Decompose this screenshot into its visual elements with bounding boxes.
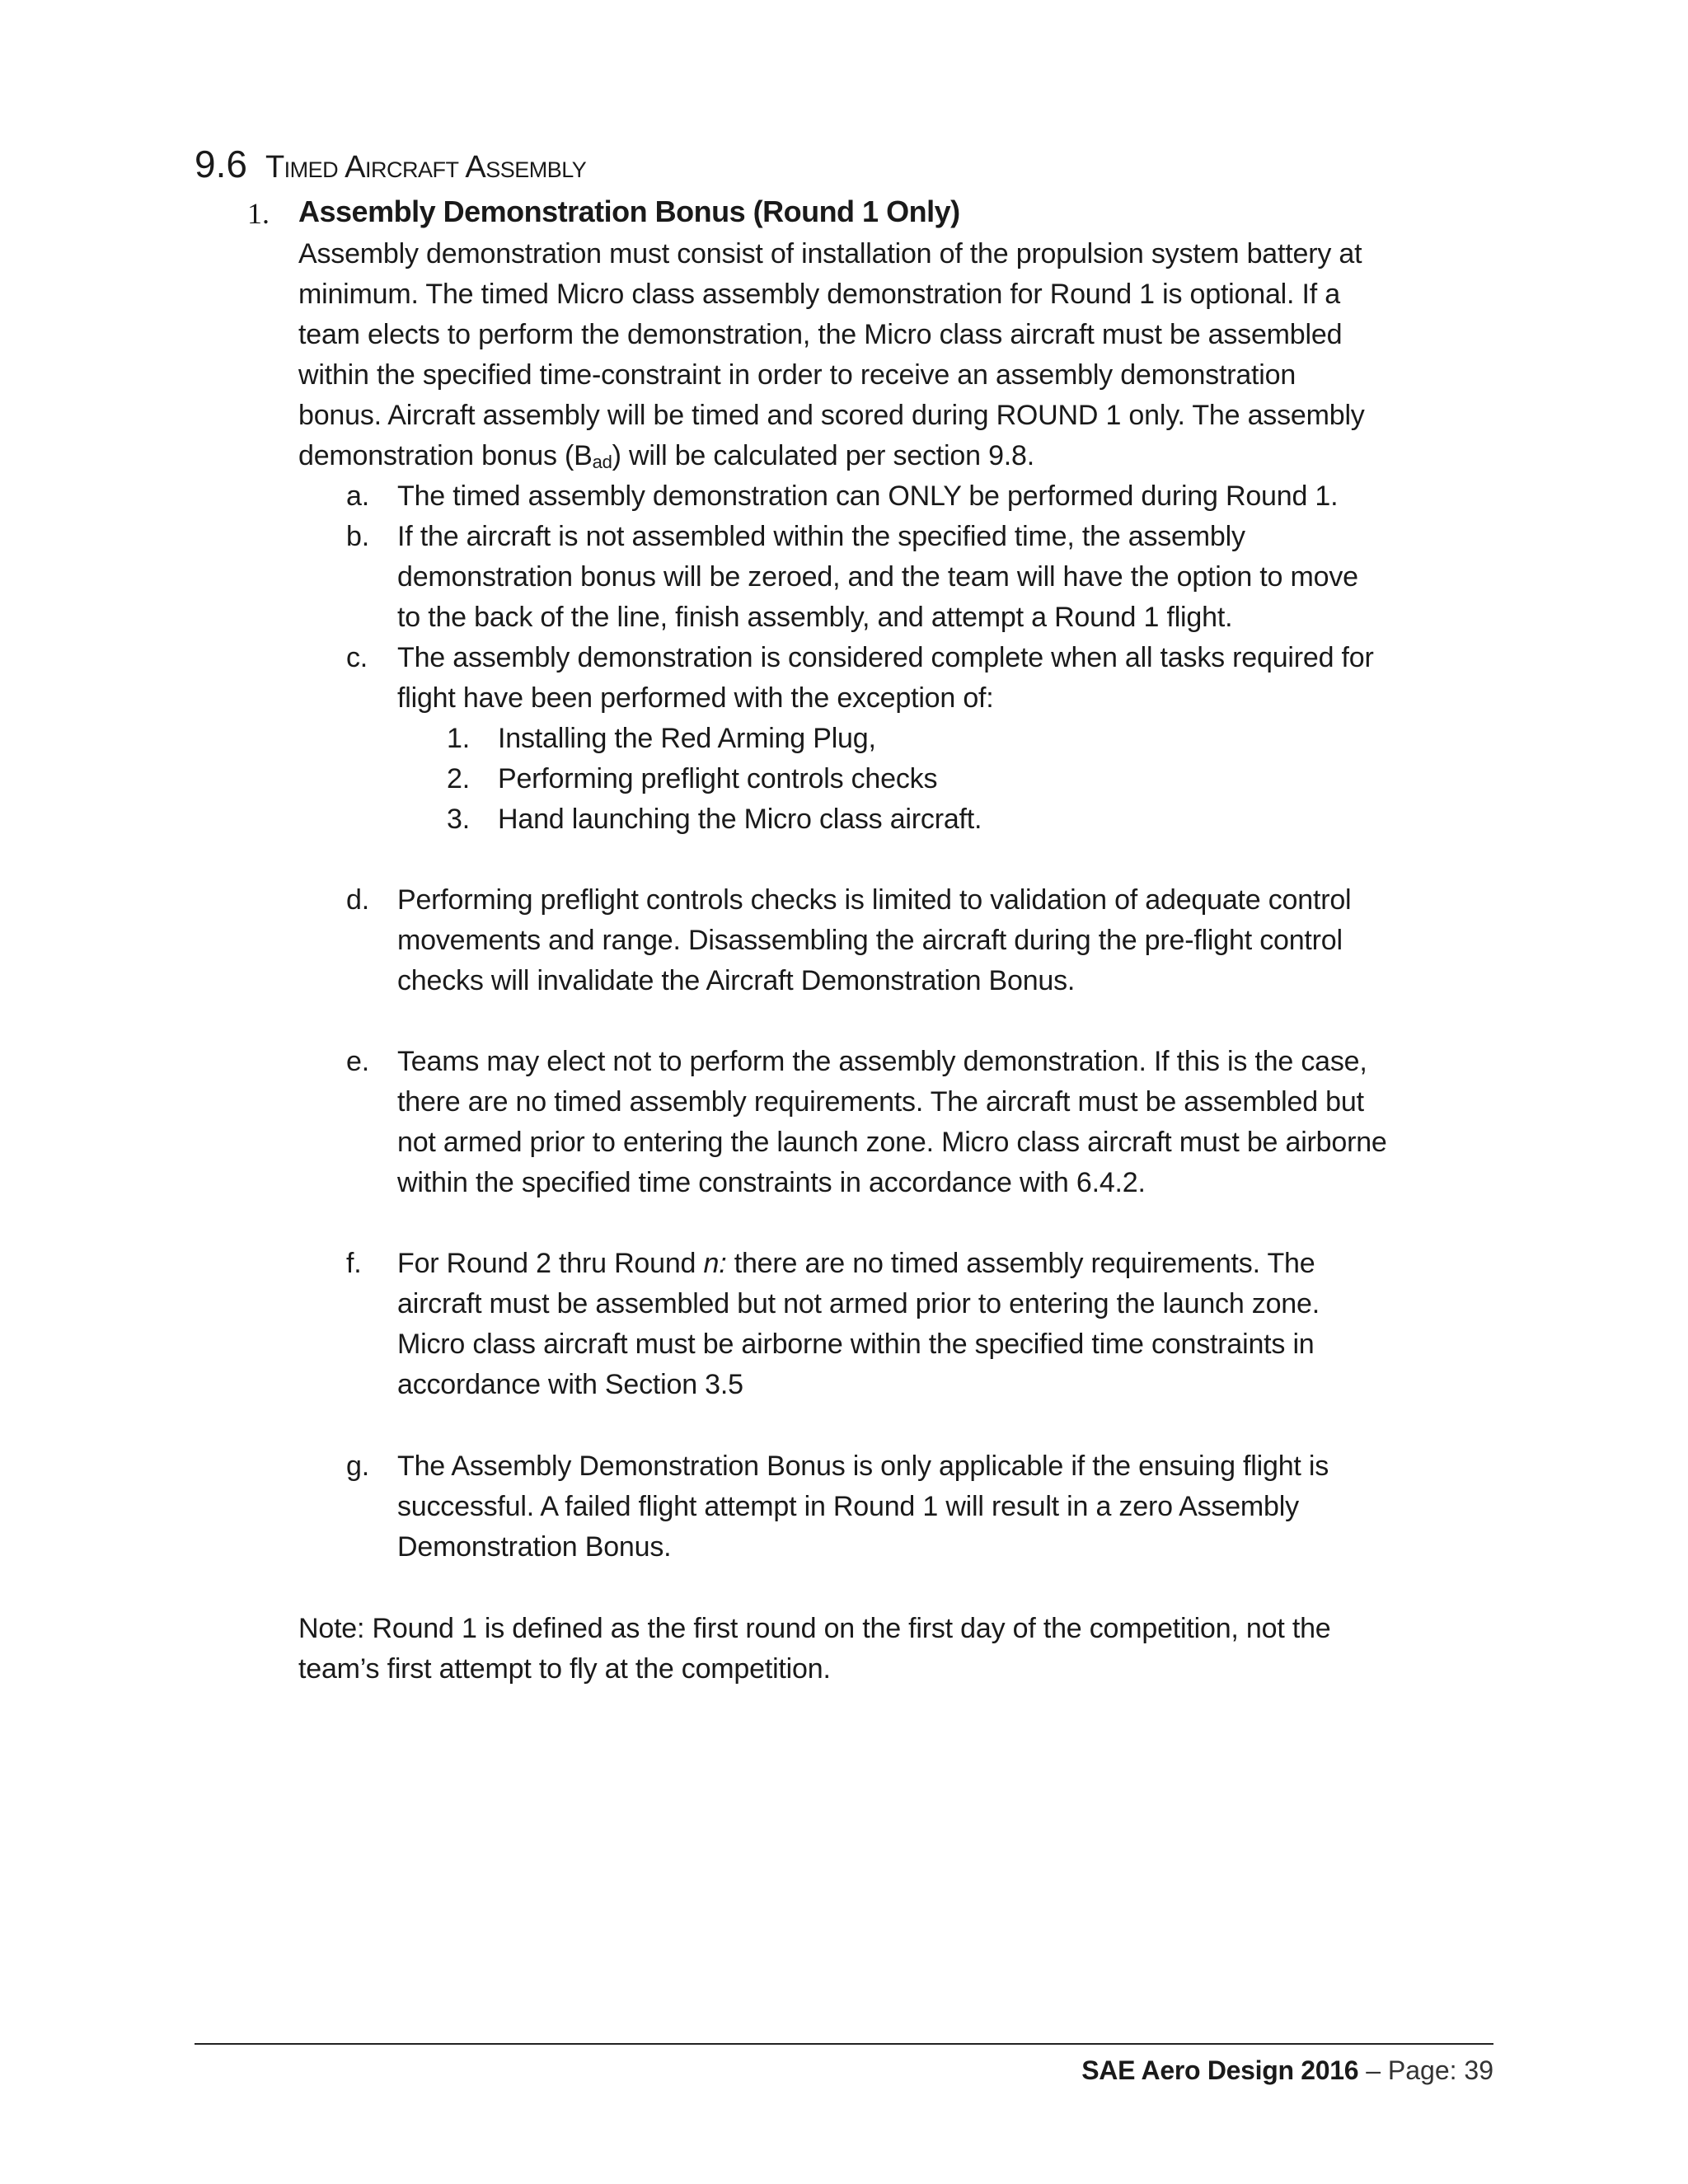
item-line: Demonstration Bonus. bbox=[397, 1531, 672, 1563]
paragraph-line bbox=[298, 436, 1493, 476]
paragraph-line: team elects to perform the demonstration, the Micro class aircraft must be assembled bbox=[298, 319, 1343, 350]
paragraph-line: within the specified time-constraint in order to receive an assembly demonstration bbox=[298, 359, 1296, 391]
item-line: Performing preflight controls checks is limited to validation of adequate control bbox=[397, 884, 1352, 916]
page-number: Page: 39 bbox=[1387, 2055, 1493, 2085]
list-marker: 2. bbox=[447, 763, 470, 794]
page-footer bbox=[1081, 2055, 1493, 2086]
exception-text: Performing preflight controls checks bbox=[498, 763, 938, 794]
list-marker: b. bbox=[346, 521, 369, 552]
bonus-text: demonstration bonus (B bbox=[298, 440, 593, 471]
list-marker: g. bbox=[346, 1451, 369, 1482]
line-text-end: there are no timed assembly requirements. The bbox=[726, 1248, 1315, 1279]
note-paragraph bbox=[298, 1609, 1493, 1690]
item-line: If the aircraft is not assembled within the specified time, the assembly bbox=[397, 521, 1245, 552]
bonus-subscript: ad bbox=[592, 452, 612, 472]
paragraph-line: Assembly demonstration must consist of installation of the propulsion system battery at bbox=[298, 238, 1362, 269]
footer-brand: SAE Aero Design 2016 bbox=[1081, 2055, 1359, 2085]
item-title: Assembly Demonstration Bonus (Round 1 Only) bbox=[298, 194, 960, 228]
footer-separator: – bbox=[1358, 2055, 1388, 2085]
item-line: to the back of the line, finish assembly, and attempt a Round 1 flight. bbox=[397, 602, 1233, 633]
item-line: The timed assembly demonstration can ONLY be performed during Round 1. bbox=[397, 480, 1339, 512]
item-line: Micro class aircraft must be airborne within the specified time constraints in bbox=[397, 1329, 1315, 1360]
exception-text: Hand launching the Micro class aircraft. bbox=[498, 804, 982, 835]
list-marker: 1. bbox=[447, 723, 470, 754]
italic-n: n: bbox=[703, 1248, 727, 1279]
exception-text: Installing the Red Arming Plug, bbox=[498, 723, 876, 754]
list-marker: a. bbox=[346, 480, 369, 512]
paragraph-line: minimum. The timed Micro class assembly demonstration for Round 1 is optional. If a bbox=[298, 279, 1340, 310]
item-line: Teams may elect not to perform the assembly demonstration. If this is the case, bbox=[397, 1046, 1367, 1077]
item-line: aircraft must be assembled but not armed prior to entering the launch zone. bbox=[397, 1288, 1320, 1319]
intro-paragraph bbox=[298, 234, 1493, 476]
list-marker: f. bbox=[346, 1248, 362, 1279]
note-line: Note: Round 1 is defined as the first round on the first day of the competition, not the bbox=[298, 1613, 1331, 1644]
item-line: within the specified time constraints in accordance with 6.4.2. bbox=[397, 1167, 1146, 1198]
list-marker: d. bbox=[346, 884, 369, 916]
line-text: For Round 2 thru Round bbox=[397, 1248, 704, 1279]
item-line: accordance with Section 3.5 bbox=[397, 1369, 743, 1400]
item-line: checks will invalidate the Aircraft Demonstration Bonus. bbox=[397, 965, 1076, 996]
section-number: 9.6 bbox=[195, 143, 247, 185]
item-line: flight have been performed with the exception of: bbox=[397, 682, 994, 714]
item-line bbox=[397, 1244, 1510, 1284]
footer-divider bbox=[195, 2043, 1493, 2045]
item-line: The Assembly Demonstration Bonus is only applicable if the ensuing flight is bbox=[397, 1451, 1329, 1482]
section-heading bbox=[195, 142, 586, 186]
item-line: successful. A failed flight attempt in Round 1 will result in a zero Assembly bbox=[397, 1491, 1299, 1522]
paragraph-line: bonus. Aircraft assembly will be timed and scored during ROUND 1 only. The assembly bbox=[298, 400, 1365, 431]
item-line: not armed prior to entering the launch zone. Micro class aircraft must be airborne bbox=[397, 1127, 1387, 1158]
list-marker: e. bbox=[346, 1046, 369, 1077]
bonus-text-end: ) will be calculated per section 9.8. bbox=[612, 440, 1034, 471]
item-line: demonstration bonus will be zeroed, and the team will have the option to move bbox=[397, 561, 1358, 593]
item-line: movements and range. Disassembling the aircraft during the pre-flight control bbox=[397, 925, 1343, 956]
list-number: 1. bbox=[247, 197, 270, 230]
list-marker: c. bbox=[346, 642, 368, 673]
list-marker: 3. bbox=[447, 804, 470, 835]
item-line: there are no timed assembly requirements. The aircraft must be assembled but bbox=[397, 1086, 1364, 1118]
note-line: team’s first attempt to fly at the competition. bbox=[298, 1653, 831, 1685]
item-line: The assembly demonstration is considered complete when all tasks required for bbox=[397, 642, 1374, 673]
section-title: Timed Aircraft Assembly bbox=[265, 150, 587, 185]
